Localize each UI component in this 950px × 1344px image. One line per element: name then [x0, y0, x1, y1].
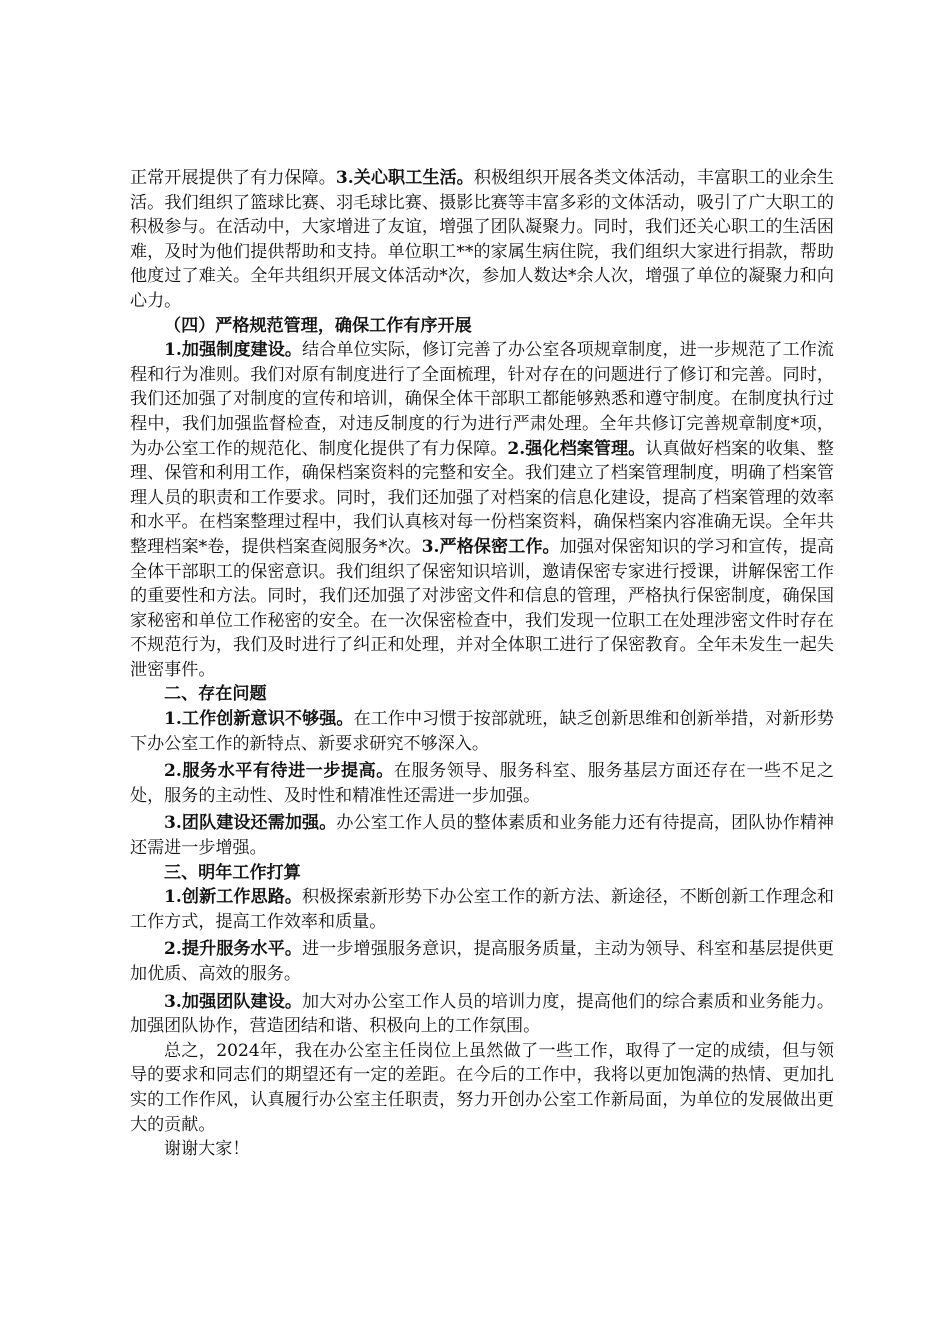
subhead-text: （四）严格规范管理，确保工作有序开展 — [164, 315, 472, 336]
item-title: 1.创新工作思路。 — [164, 887, 303, 908]
heading-text: 三、明年工作打算 — [164, 862, 301, 883]
item-title-system: 1.加强制度建设。 — [164, 340, 303, 361]
text-run: 总之，2024年，我在办公室主任岗位上虽然做了一些工作，取得了一定的成绩，但与领导的要求和同志们的期望还有一定的差距。在今后的工作中，我将以更加饱满的热情、更加扎实的工作作风，认真履行办公室主任职责，努力开创办公室工作新局面，为单位的发展做出更大的贡献。 — [130, 1040, 834, 1135]
paragraph-management — [130, 338, 834, 682]
heading-text: 二、存在问题 — [164, 684, 267, 705]
section-heading-next-year — [130, 861, 834, 886]
item-title: 3.加强团队建设。 — [164, 991, 303, 1012]
text-run: 加大对办公室工作人员的培训力度，提高他们的综合素质和业务能力。加强团队协作，营造团结和谐、积极向上的工作氛围。 — [130, 991, 834, 1037]
text-run: 认真做好档案的收集、整理、保管和利用工作，确保档案资料的完整和安全。我们建立了档案管理制度，明确了档案管理人员的职责和工作要求。同时，我们还加强了对档案的信息化建设，提高了档案管理的效率和水平。在档案整理过程中，我们认真核对每一份档案资料，确保档案内容准确无误。全年共整理档案*卷，提供档案查阅服务*次。 — [130, 438, 835, 557]
text-run: 积极探索新形势下办公室工作的新方法、新途径，不断创新工作理念和工作方式，提高工作效率和质量。 — [130, 887, 834, 932]
text-run: 积极组织开展各类文体活动，丰富职工的业余生活。我们组织了篮球比赛、羽毛球比赛、摄影比赛等丰富多彩的文体活动，吸引了广大职工的积极参与。在活动中，大家增进了友谊，增强了团队凝聚力。同时，我们还关心职工的生活困难，及时为他们提供帮助和支持。单位职工**的家属生病住院，我们组织大家进行捐款，帮助他度过了难关。全年共组织开展文体活动*次，参加人数达*余人次，增强了单位的凝聚力和向心力。 — [130, 168, 834, 311]
paragraph-thanks — [130, 1137, 834, 1162]
item-title: 1.工作创新意识不够强。 — [164, 709, 354, 730]
paragraph-staff-life — [130, 166, 834, 314]
paragraph-plan-1 — [130, 885, 834, 934]
text-run: 谢谢大家！ — [164, 1139, 250, 1160]
text-run: 在服务领导、服务科室、服务基层方面还存在一些不足之处，服务的主动性、及时性和精准性还需进一步加强。 — [130, 761, 834, 806]
paragraph-problem-2 — [130, 759, 834, 808]
text-run: 在工作中习惯于按部就班，缺乏创新思维和创新举措，对新形势下办公室工作的新特点、新要求研究不够深入。 — [130, 709, 834, 754]
paragraph-plan-3 — [130, 990, 834, 1039]
document-body — [130, 166, 834, 1162]
section-heading-standard-management — [130, 314, 834, 339]
section-heading-problems — [130, 682, 834, 707]
paragraph-plan-2 — [130, 937, 834, 986]
text-run: 加强对保密知识的学习和宣传，提高全体干部职工的保密意识。我们组织了保密知识培训，邀请保密专家进行授课，讲解保密工作的重要性和方法。同时，我们还加强了对涉密文件和信息的管理，严格执行保密制度，确保国家秘密和单位工作秘密的安全。在一次保密检查中，我们发现一位职工在处理涉密文件时存在不规范行为，我们及时进行了纠正和处理，并对全体职工进行了保密教育。全年未发生一起失泄密事件。 — [130, 536, 834, 680]
text-run: 办公室工作人员的整体素质和业务能力还有待提高，团队协作精神还需进一步增强。 — [130, 813, 834, 859]
text-run: 正常开展提供了有力保障。 — [130, 168, 336, 188]
item-title-archive: 2.强化档案管理。 — [507, 438, 646, 459]
text-run: 结合单位实际，修订完善了办公室各项规章制度，进一步规范了工作流程和行为准则。我们对原有制度进行了全面梳理，针对存在的问题进行了修订和完善。同时，我们还加强了对制度的宣传和培训，确保全体干部职工都能够熟悉和遵守制度。在制度执行过程中，我们加强监督检查，对违反制度的行为进行严肃处理。全年共修订完善规章制度*项，为办公室工作的规范化、制度化提供了有力保障。 — [130, 340, 834, 459]
paragraph-summary — [130, 1039, 834, 1137]
item-title-confidential: 3.严格保密工作。 — [421, 536, 560, 557]
item-title: 3.团队建设还需加强。 — [164, 813, 337, 834]
item-title: 2.提升服务水平。 — [164, 939, 303, 960]
item-title-care-staff: 3.关心职工生活。 — [335, 168, 474, 188]
paragraph-problem-1 — [130, 707, 834, 756]
text-run: 进一步增强服务意识，提高服务质量，主动为领导、科室和基层提供更加优质、高效的服务。 — [130, 939, 834, 984]
item-title: 2.服务水平有待进一步提高。 — [164, 761, 394, 782]
paragraph-problem-3 — [130, 811, 834, 860]
